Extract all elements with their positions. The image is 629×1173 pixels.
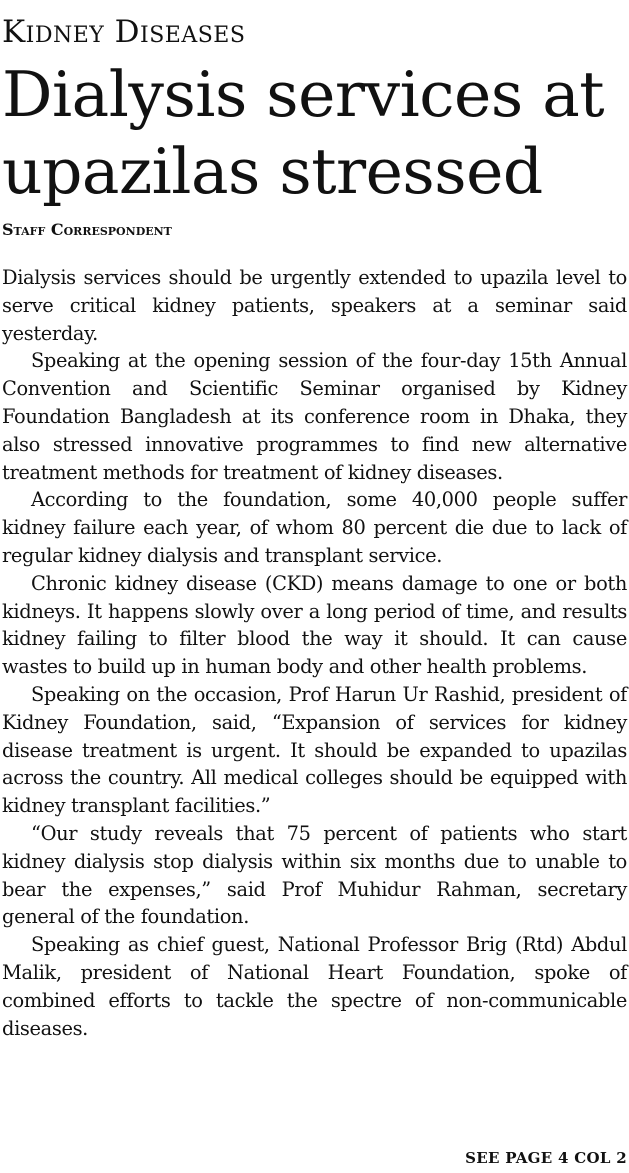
article-body — [2, 264, 627, 1042]
paragraph-4: Chronic kidney disease (CKD) means damage to one or both kidneys. It happens slowly over a long period of time, and results kidney failing to filter blood the way it should. It can cause wastes to build up in human body and other health problems. — [2, 571, 627, 679]
continuation-jump: SEE PAGE 4 COL 2 — [465, 1149, 627, 1167]
paragraph-1: Dialysis services should be urgently extended to upazila level to serve critical kidney patients, speakers at a seminar said yesterday. — [2, 266, 627, 345]
headline: Dialysis services at upazilas stressed — [2, 58, 605, 208]
paragraph-3: According to the foundation, some 40,000 people suffer kidney failure each year, of whom 80 percent die due to lack of regular kidney dialysis and transplant service. — [2, 488, 627, 567]
byline: Staff Correspondent — [2, 220, 172, 239]
paragraph-2: Speaking at the opening session of the four-day 15th Annual Convention and Scientific Seminar organised by Kidney Foundation Bangladesh at its conference room in Dhaka, they also stressed innovative programmes to find new alternative treatment methods for treatment of kidney diseases. — [2, 349, 627, 484]
paragraph-5: Speaking on the occasion, Prof Harun Ur Rashid, president of Kidney Foundation, said, “Expansion of services for kidney disease treatment is urgent. It should be expanded to upazilas across the country. All medical colleges should be equipped with kidney transplant facilities.” — [2, 682, 627, 818]
section-kicker: Kidney Diseases — [2, 14, 246, 50]
paragraph-7: Speaking as chief guest, National Professor Brig (Rtd) Abdul Malik, president of National Heart Foundation, spoke of combined efforts to tackle the spectre of non-communicable diseases. — [2, 933, 627, 1040]
news-article — [2, 0, 627, 1042]
paragraph-6: “Our study reveals that 75 percent of patients who start kidney dialysis stop dialysis within six months due to unable to bear the expenses,” said Prof Muhidur Rahman, secretary general of the foundation. — [2, 821, 627, 929]
